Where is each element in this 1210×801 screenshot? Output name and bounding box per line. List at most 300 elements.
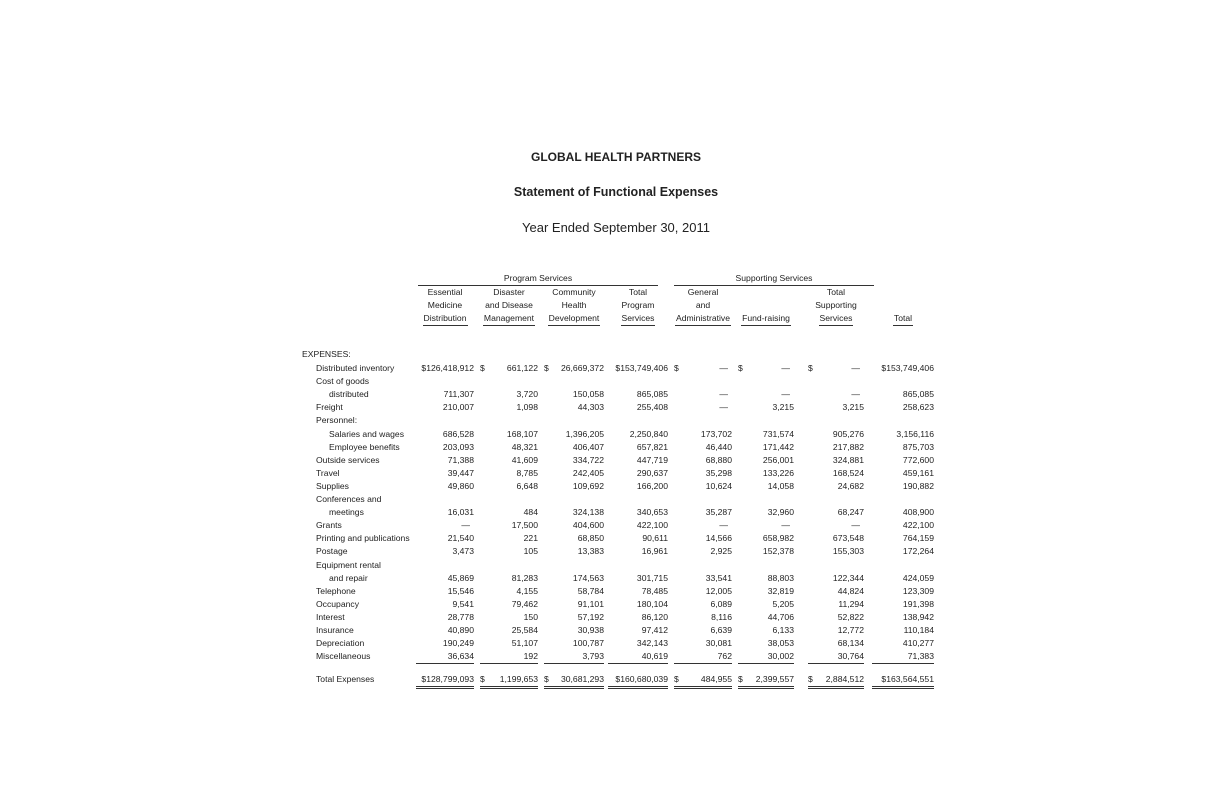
row-label: distributed [329, 389, 369, 400]
value-cell [674, 362, 732, 375]
value-cell [480, 532, 538, 545]
column-header-line: Health [561, 300, 587, 310]
value-text: 152,378 [762, 546, 794, 557]
value-cell [738, 519, 794, 532]
expense-row [302, 637, 934, 650]
value-cell [872, 611, 934, 624]
value-cell [808, 362, 864, 375]
value-cell [480, 637, 538, 650]
value-text: 3,473 [452, 546, 474, 557]
expense-row [302, 414, 934, 427]
value-cell [674, 401, 732, 414]
value-cell [872, 454, 934, 467]
value-cell [480, 650, 538, 664]
value-text: 30,681,293 [560, 674, 604, 685]
value-cell [608, 673, 668, 689]
value-text: 3,720 [516, 389, 538, 400]
expense-row [302, 480, 934, 493]
value-text: 340,653 [636, 507, 668, 518]
column-header-line: Total [826, 287, 846, 297]
value-cell [738, 428, 794, 441]
value-cell [808, 388, 864, 401]
value-cell [872, 506, 934, 519]
value-cell [608, 480, 668, 493]
value-cell [808, 428, 864, 441]
value-text: 150,058 [572, 389, 604, 400]
column-header [808, 286, 864, 326]
row-label: Grants [316, 520, 342, 531]
value-cell [608, 624, 668, 637]
value-text: 686,528 [442, 428, 474, 439]
value-cell [808, 585, 864, 598]
column-header-line: Management [483, 312, 535, 326]
value-cell [808, 650, 864, 664]
row-label: Personnel: [316, 415, 358, 426]
value-text: — [851, 520, 860, 531]
value-cell [544, 624, 604, 637]
value-text: 324,138 [572, 507, 604, 518]
value-cell [808, 598, 864, 611]
value-text: 1,098 [516, 402, 538, 413]
value-text: 5,205 [772, 598, 794, 609]
value-text: 410,277 [902, 638, 934, 649]
currency-symbol: $ [480, 363, 485, 373]
value-text: $160,680,039 [615, 674, 668, 685]
value-text: 6,133 [772, 625, 794, 635]
value-cell [674, 650, 732, 664]
column-header [674, 286, 732, 326]
row-label: Supplies [316, 480, 349, 491]
value-cell [608, 362, 668, 375]
value-text: 100,787 [572, 638, 604, 649]
value-cell [674, 532, 732, 545]
row-label: Occupancy [316, 598, 359, 609]
currency-symbol: $ [480, 674, 485, 685]
value-text: 174,563 [572, 572, 604, 583]
value-text: 48,321 [511, 441, 538, 452]
value-cell [674, 428, 732, 441]
value-text: 772,600 [902, 454, 934, 465]
value-text: 865,085 [902, 389, 934, 400]
value-cell [416, 401, 474, 414]
value-text: 35,287 [705, 507, 732, 518]
value-cell [480, 362, 538, 375]
value-text: — [781, 389, 790, 400]
value-cell [872, 673, 934, 689]
value-cell [674, 441, 732, 454]
value-text: 731,574 [762, 428, 794, 439]
value-text: 28,778 [447, 611, 474, 622]
column-header-line: Fund-raising [741, 312, 791, 326]
value-text: 15,546 [447, 585, 474, 596]
row-label: Distributed inventory [316, 363, 395, 373]
value-text: 30,938 [577, 625, 604, 635]
value-cell [738, 467, 794, 480]
column-header [480, 286, 538, 326]
value-cell [808, 519, 864, 532]
value-text: 97,412 [641, 625, 668, 635]
value-text: $126,418,912 [421, 363, 474, 373]
value-cell [416, 598, 474, 611]
value-text: — [719, 389, 728, 400]
value-cell [808, 637, 864, 650]
currency-symbol: $ [808, 363, 813, 373]
value-text: 711,307 [443, 389, 474, 400]
currency-symbol: $ [674, 363, 679, 373]
value-cell [608, 506, 668, 519]
value-cell [872, 428, 934, 441]
value-cell [608, 467, 668, 480]
value-cell [872, 572, 934, 585]
value-text: 9,541 [452, 598, 474, 609]
value-text: 905,276 [832, 428, 864, 439]
value-cell [416, 454, 474, 467]
value-cell [480, 519, 538, 532]
value-cell [738, 624, 794, 637]
value-cell [416, 480, 474, 493]
value-text: 6,089 [710, 598, 732, 609]
value-text: 221 [523, 533, 538, 544]
value-text: — [781, 363, 790, 373]
value-cell [416, 611, 474, 624]
value-text: 191,398 [902, 598, 934, 609]
expense-row [302, 467, 934, 480]
column-header [544, 286, 604, 326]
expense-row [302, 598, 934, 611]
value-text: 1,199,653 [499, 674, 538, 685]
value-text: 123,309 [902, 585, 934, 596]
value-cell [608, 598, 668, 611]
column-header [608, 286, 668, 326]
value-text: 44,824 [837, 585, 864, 596]
value-text: 26,669,372 [560, 363, 604, 373]
value-cell [674, 506, 732, 519]
expense-row [302, 441, 934, 454]
value-cell [608, 388, 668, 401]
column-header-line: Community [552, 287, 596, 297]
value-cell [674, 545, 732, 558]
value-cell [416, 585, 474, 598]
value-text: — [719, 402, 728, 413]
value-cell [480, 611, 538, 624]
value-cell [674, 519, 732, 532]
value-text: 2,250,840 [629, 428, 668, 439]
value-cell [674, 637, 732, 650]
value-text: 10,624 [705, 480, 732, 491]
value-cell [808, 467, 864, 480]
expense-row [302, 559, 934, 572]
value-text: 8,785 [516, 467, 538, 478]
value-text: 14,566 [705, 533, 732, 544]
value-cell [544, 611, 604, 624]
value-text: 173,702 [700, 428, 732, 439]
value-cell [480, 545, 538, 558]
value-text: 11,294 [838, 598, 864, 609]
value-cell [608, 637, 668, 650]
currency-symbol: $ [738, 363, 743, 373]
value-text: 12,772 [837, 625, 864, 635]
value-text: 16,031 [447, 507, 474, 518]
value-text: 24,682 [837, 480, 864, 491]
value-cell [480, 585, 538, 598]
value-cell [738, 388, 794, 401]
value-text: 255,408 [636, 402, 668, 413]
value-cell [480, 673, 538, 689]
value-cell [544, 428, 604, 441]
row-label: Freight [316, 402, 343, 413]
value-text: 256,001 [762, 454, 794, 465]
column-header [738, 312, 794, 326]
value-text: 78,485 [641, 585, 668, 596]
value-text: 242,405 [572, 467, 604, 478]
value-text: 41,609 [511, 454, 538, 465]
value-text: 57,192 [577, 611, 604, 622]
value-text: 91,101 [577, 598, 604, 609]
value-text: 210,007 [442, 402, 474, 413]
value-text: 12,005 [705, 585, 732, 596]
value-text: 192 [523, 651, 538, 662]
value-text: 875,703 [902, 441, 934, 452]
value-text: 68,880 [705, 454, 732, 465]
expense-row [302, 506, 934, 519]
value-cell [544, 362, 604, 375]
value-cell [872, 650, 934, 664]
value-cell [808, 673, 864, 689]
value-text: 51,107 [511, 638, 538, 649]
value-cell [738, 598, 794, 611]
row-label: Travel [316, 467, 340, 478]
value-cell [738, 545, 794, 558]
period-subtitle: Year Ended September 30, 2011 [522, 220, 710, 235]
value-text: 484,955 [700, 674, 732, 685]
column-header-line: Supporting [815, 300, 857, 310]
row-label: Cost of goods [316, 376, 370, 387]
value-cell [416, 637, 474, 650]
value-text: 30,002 [767, 651, 794, 662]
value-cell [416, 519, 474, 532]
row-label: Interest [316, 611, 345, 622]
value-cell [544, 401, 604, 414]
value-text: 133,226 [762, 467, 794, 478]
value-cell [674, 598, 732, 611]
value-text: 657,821 [636, 441, 668, 452]
row-label: Conferences and [316, 494, 382, 504]
value-cell [544, 441, 604, 454]
value-cell [480, 454, 538, 467]
value-cell [416, 362, 474, 375]
value-text: 58,784 [577, 585, 604, 596]
value-cell [480, 388, 538, 401]
column-header-line: General [687, 287, 719, 297]
value-cell [544, 467, 604, 480]
value-text: 21,540 [447, 533, 474, 544]
expense-row [302, 624, 934, 637]
column-header-line: and [695, 300, 711, 310]
value-cell [674, 467, 732, 480]
value-cell [674, 454, 732, 467]
value-cell [808, 480, 864, 493]
value-cell [544, 650, 604, 664]
value-text: 2,399,557 [755, 674, 794, 685]
value-text: 138,942 [902, 611, 934, 622]
value-cell [480, 506, 538, 519]
value-text: 122,344 [832, 572, 864, 583]
currency-symbol: $ [544, 363, 549, 373]
currency-symbol: $ [808, 674, 813, 685]
row-label: Insurance [316, 625, 354, 635]
expense-row [302, 375, 934, 388]
column-header-line: Development [548, 312, 601, 326]
value-cell [480, 480, 538, 493]
value-cell [808, 572, 864, 585]
value-cell [738, 532, 794, 545]
value-cell [416, 650, 474, 664]
row-label: Depreciation [316, 638, 365, 649]
value-text: 17,500 [511, 520, 538, 531]
value-text: 3,215 [842, 402, 864, 413]
value-text: 217,882 [832, 441, 864, 452]
value-text: 2,925 [710, 546, 732, 557]
value-cell [608, 532, 668, 545]
section-label: EXPENSES: [302, 349, 351, 359]
value-text: 3,793 [582, 651, 604, 662]
row-label: and repair [329, 572, 368, 583]
value-text: — [719, 363, 728, 373]
value-cell [480, 572, 538, 585]
value-text: 90,611 [642, 533, 668, 544]
value-cell [608, 545, 668, 558]
value-cell [608, 519, 668, 532]
row-label: meetings [329, 507, 364, 518]
value-cell [608, 454, 668, 467]
row-label: Salaries and wages [329, 428, 405, 439]
value-cell [872, 388, 934, 401]
value-text: 324,881 [832, 454, 864, 465]
value-text: 30,764 [837, 651, 864, 662]
column-header-line: Disaster [493, 287, 525, 297]
expense-row [302, 493, 934, 506]
value-cell [872, 585, 934, 598]
value-cell [808, 545, 864, 558]
value-cell [608, 401, 668, 414]
value-cell [738, 611, 794, 624]
column-header-line: Medicine [427, 300, 463, 310]
expense-row [302, 585, 934, 598]
value-text: 40,619 [641, 651, 668, 662]
value-text: 661,122 [506, 363, 538, 373]
value-text: 40,890 [447, 625, 474, 635]
row-label: Outside services [316, 454, 380, 465]
value-cell [808, 532, 864, 545]
value-text: 68,850 [577, 533, 604, 544]
value-text: — [461, 520, 470, 531]
value-text: $128,799,093 [421, 674, 474, 685]
value-text: 422,100 [636, 520, 668, 531]
value-text: 71,383 [907, 651, 934, 662]
currency-symbol: $ [544, 674, 549, 685]
value-cell [544, 673, 604, 689]
value-cell [738, 362, 794, 375]
value-text: 36,634 [447, 651, 474, 662]
value-cell [416, 545, 474, 558]
value-cell [738, 585, 794, 598]
value-cell [674, 572, 732, 585]
value-cell [416, 673, 474, 689]
expense-row [302, 428, 934, 441]
value-cell [480, 441, 538, 454]
value-cell [738, 401, 794, 414]
value-text: 762 [717, 651, 732, 662]
expense-row [302, 401, 934, 414]
value-text: 422,100 [902, 520, 934, 531]
value-text: 1,396,205 [565, 428, 604, 439]
group-header-program-services: Program Services [418, 272, 658, 286]
value-cell [544, 585, 604, 598]
value-text: 764,159 [902, 533, 934, 544]
value-cell [480, 401, 538, 414]
total-row [302, 673, 934, 686]
value-cell [808, 611, 864, 624]
expense-row [302, 532, 934, 545]
value-text: 447,719 [636, 454, 668, 465]
value-text: 865,085 [636, 389, 668, 400]
value-cell [416, 506, 474, 519]
value-cell [608, 585, 668, 598]
value-text: 155,303 [832, 546, 864, 557]
value-text: 673,548 [832, 533, 864, 544]
value-cell [608, 572, 668, 585]
value-cell [544, 545, 604, 558]
value-text: 30,081 [705, 638, 732, 649]
column-header-line: Program [621, 300, 655, 310]
expense-row [302, 519, 934, 532]
value-text: 168,524 [832, 467, 864, 478]
group-header-supporting-services: Supporting Services [674, 272, 874, 286]
value-text: 180,104 [636, 598, 668, 609]
row-label: Postage [316, 546, 348, 557]
value-cell [738, 480, 794, 493]
value-cell [872, 441, 934, 454]
value-text: 484 [523, 507, 538, 518]
expense-row [302, 611, 934, 624]
expense-row [302, 454, 934, 467]
value-cell [416, 428, 474, 441]
value-cell [738, 572, 794, 585]
value-text: 166,200 [636, 480, 668, 491]
value-text: 38,053 [767, 638, 794, 649]
value-cell [480, 624, 538, 637]
value-text: 290,637 [636, 467, 668, 478]
value-cell [738, 506, 794, 519]
column-header-line: and Disease [485, 300, 533, 310]
value-cell [416, 441, 474, 454]
column-header-line: Essential [427, 287, 463, 297]
value-text: 172,264 [902, 546, 934, 557]
value-text: 8,116 [711, 611, 732, 622]
value-cell [416, 388, 474, 401]
value-cell [738, 441, 794, 454]
value-text: 6,648 [516, 480, 538, 491]
value-cell [544, 454, 604, 467]
statement-title: Statement of Functional Expenses [513, 185, 719, 199]
value-cell [872, 467, 934, 480]
value-cell [674, 624, 732, 637]
value-text: 81,283 [511, 572, 538, 583]
value-text: 408,900 [902, 507, 934, 518]
value-text: 190,882 [902, 480, 934, 491]
value-text: 46,440 [705, 441, 732, 452]
value-cell [738, 650, 794, 664]
